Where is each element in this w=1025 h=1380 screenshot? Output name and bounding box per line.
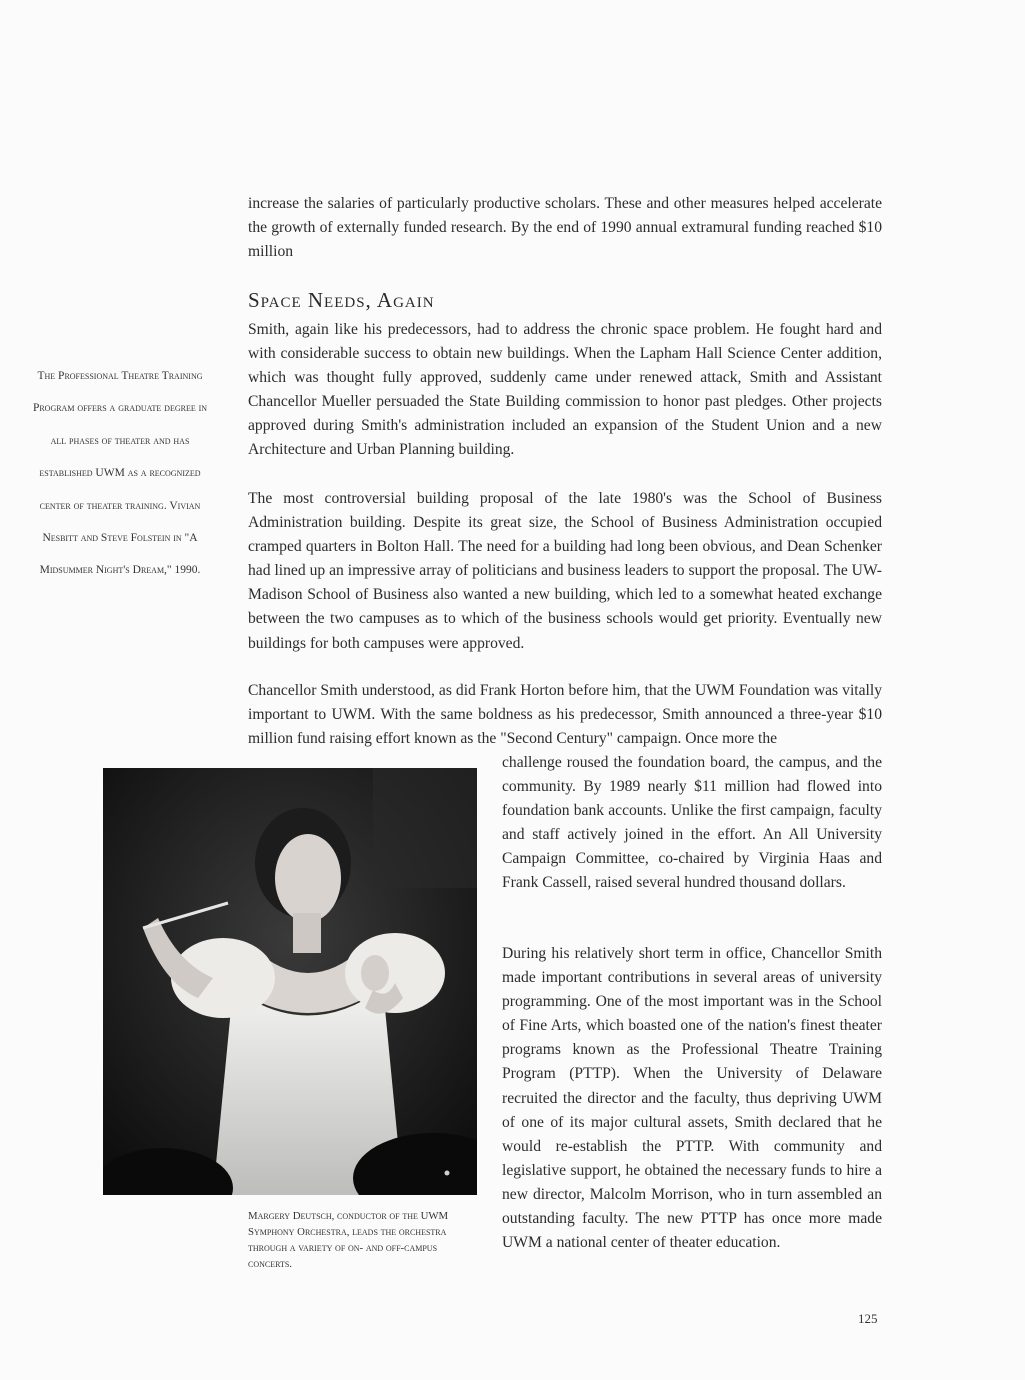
paragraph-text: The most controversial building proposal of the late 1980's was the School of Business Administration building. Despite its great size, the School of Business Administration occupied cramped quarters in Bolton Hall. The need for a building had long been obvious, and Dean Schenker had lined up an impressive array of politicians and business leaders to support the proposal. The UW-Madison School of Business also wanted a new building, which led to a somewhat heated exchange between the two campuses as to which of the business schools would get priority. Eventually new buildings for both campuses were approved. [248,490,882,652]
intro-text: increase the salaries of particularly productive scholars. These and other measures helped accelerate the growth of externally funded research. By the end of 1990 annual extramural funding reached $10 million [248,195,882,261]
intro-paragraph [248,192,882,264]
section-heading: Space Needs, Again [248,288,435,312]
page-number: 125 [858,1311,878,1326]
paragraph-text: Chancellor Smith understood, as did Frank Horton before him, that the UWM Foundation was vitally important to UWM. With the same boldness as his predecessor, Smith announced a three-year $10 million fund raising effort known as the "Second Century" campaign. Once more the [248,682,882,748]
paragraph-text: challenge roused the foundation board, the campus, and the community. By 1989 nearly $11 million had flowed into foundation bank accounts. Unlike the first campaign, faculty and staff actively joined in the effort. An All University Campaign Committee, co-chaired by Virginia Haas and Frank Cassell, raised several hundred thousand dollars. [502,754,882,892]
space-needs-paragraph [248,318,882,463]
paragraph-text: Smith, again like his predecessors, had to address the chronic space problem. He fought hard and with considerable success to obtain new buildings. When the Lapham Hall Science Center addition, which was thought fully approved, suddenly came under renewed attack, Smith and Assistant Chancellor Mueller persuaded the State Building commission to honor past pledges. Other projects approved during Smith's administration included an expansion of the Student Union and a new Architecture and Urban Planning building. [248,321,882,459]
paragraph-text: During his relatively short term in office, Chancellor Smith made important contributions in several areas of university programming. One of the most important was in the School of Fine Arts, which boasted one of the nation's finest theater programs known as the Professional Theatre Training Program (PTTP). When the University of Delaware recruited the director and the faculty, thus depriving UWM of one of its major cultural assets, Smith declared that he would re-establish the PTTP. With community and legislative support, he obtained the necessary funds to hire a new director, Malcolm Morrison, who in turn assembled an outstanding faculty. The new PTTP has once more made UWM a national center of theater education. [502,945,882,1252]
sidebar-caption: The Professional Theatre Training Program offers a graduate degree in all phases of theater and has established UWM as a recognized center of theater training. Vivian Nesbitt and Steve Folstein in "A Midsummer Night's Dream," 1990. [32,370,208,577]
foundation-paragraph-bottom [502,751,882,896]
theater-program-paragraph [502,942,882,1255]
business-building-paragraph [248,487,882,656]
conductor-photo-illustration [103,768,477,1195]
photo-caption: Margery Deutsch, conductor of the UWM Symphony Orchestra, leads the orchestra through a variety of on- and off-campus concerts. [248,1210,449,1270]
foundation-paragraph-top [248,679,882,751]
conductor-photo [103,768,477,1195]
